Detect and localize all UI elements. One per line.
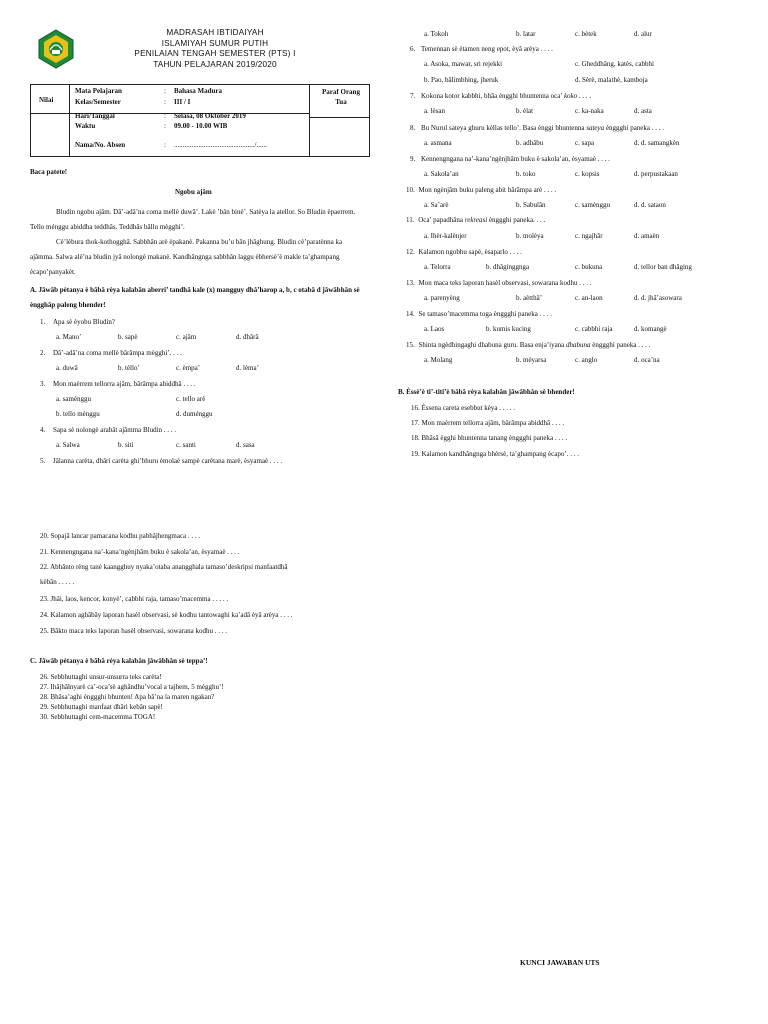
reading-intro: Baca patete!: [30, 168, 68, 176]
field-label-mapel: Mata Pelajaran: [75, 87, 122, 95]
question-30: 30. Sebbhuttaghi cem-macemma TOGA!: [40, 713, 156, 721]
header-line-2: ISLAMIYAH SUMUR PUTIH: [161, 38, 269, 48]
option-9b[interactable]: b. toko: [516, 170, 536, 178]
option-7d[interactable]: d. asta: [634, 107, 652, 115]
option-2c[interactable]: c. èmpa’: [176, 364, 201, 372]
question-17: 17. Mon maèrrem tellorra ajâm, bârâmpa abiddhâ . . . .: [411, 419, 565, 427]
option-6b[interactable]: b. Pao, bâlimbhing, jheruk: [424, 76, 499, 84]
option-8d[interactable]: d. d. samangkèn: [634, 139, 680, 147]
option-6d[interactable]: d. Sèrè, malathè, kamboja: [575, 76, 648, 84]
option-1c[interactable]: c. ajâm: [176, 333, 197, 341]
option-9a[interactable]: a. Sakola’an: [424, 170, 459, 178]
question-1: 1. Apa sè èyobu Bludin?: [40, 318, 116, 326]
option-13c[interactable]: c. an-laon: [575, 294, 603, 302]
question-11: 11. Oca’ papadhâna rekreasi ènggghi paneka. . . .: [406, 216, 546, 224]
question-23: 23. Jhâi, laos, kencor, konyè’, cabbhi raja, tamaso’macemma . . . . .: [40, 595, 229, 603]
question-10: 10. Mon ngènjâm buku paleng abit bârâmpa arè . . . .: [406, 186, 557, 194]
option-4c[interactable]: c. santi: [176, 441, 196, 449]
option-6c[interactable]: c. Gheddhâng, katès, cabbhi: [575, 60, 654, 68]
question-9: 9. Kennengngana na’-kana’ngènjhâm buku è sakola’an, èsyamaè . . . .: [410, 155, 610, 163]
question-3: 3. Mon maèrrem tellorra ajâm, bârâmpa abiddhâ . . . .: [40, 380, 196, 388]
field-value-hari: Selasa, 08 Oktober 2019: [174, 112, 246, 120]
question-2: 2. Dâ’-adâ’na coma mellè bârâmpa mègghi’. . . .: [40, 349, 182, 357]
question-4: 4. Sapa sè nolongè arabât ajâmma Bludin . . . .: [40, 426, 177, 434]
option-2a[interactable]: a. duwâ: [56, 364, 78, 372]
field-label-kelas: Kelas/Semester: [75, 98, 121, 106]
school-header: [85, 28, 345, 70]
option-5c[interactable]: c. bètek: [575, 30, 597, 38]
question-7: 7. Kokona kotor kabbhi, bhâa èngghi bhuntenna oca’ koko . . . .: [410, 92, 592, 100]
option-11a[interactable]: a. Ihèr-kalènjer: [424, 232, 467, 240]
option-1a[interactable]: a. Mano’: [56, 333, 82, 341]
option-4b[interactable]: b. siti: [118, 441, 134, 449]
info-table: Nilai Paraf Orang Tua Mata Pelajaran : Bahasa Madura Kelas/Semester : III / I Hari/Tanggal : Selasa, 08 Oktober 2019 Waktu : 09.00 - 10.00 WIB Nama/No. Absen : ............................................../......: [30, 84, 370, 157]
question-27: 27. Ihâjhâlnyarè ca’-oca’sè aghândhu’vocal a tajhem, 5 mègghu’!: [40, 683, 224, 691]
option-13d[interactable]: d. d. jhâ’asowara: [634, 294, 682, 302]
nilai-label: Nilai: [39, 96, 54, 104]
question-8: 8. Bu Nurul sateya ghuru kèllas tello’. Basa ènggi bhuntenna sateya ènggghi paneka . . . .: [410, 124, 665, 132]
option-14c[interactable]: c. cabbhi raja: [575, 325, 613, 333]
reading-paragraph-2: Cè’lèbura thok-kothogghâ. Sabbhân arè èpakanè. Pakanna bu’u bân jhâghung. Bludin cè’paratènna ka ajâmma. Salwa alè’na bludin jyâ nolongè makanè. Kandhângnga sabbhân laggu èbhersè’è makle ta’ghampang ècapo’panyakèt.: [30, 238, 343, 276]
option-3b[interactable]: b. tello ménggu: [56, 410, 100, 418]
option-12b[interactable]: b. dhâginggnga: [486, 263, 530, 271]
question-20: 20. Sopajâ lancar pamacana kodhu pabhâjhengmaca . . . .: [40, 532, 201, 540]
option-11c[interactable]: c. ngajhâr: [575, 232, 603, 240]
section-c-instruction: C. Jâwâb pètanya è bâbâ rèya kalabân jâwâbhân sè teppa’!: [30, 657, 208, 665]
field-label-nama: Nama/No. Absen: [75, 141, 126, 149]
question-24: 24. Kalamon aghâbây laporan hasèl observasi, sè kodhu tantowaghi ka’adâ èyâ arèya . . . .: [40, 611, 293, 619]
question-26: 26. Sebbhuttaghi unsur-unsurra teks carèta!: [40, 673, 162, 681]
question-12: 12. Kalamon ngobhu sapè, èsaparlo . . . .: [406, 248, 522, 256]
reading-title: Ngobu ajâm: [175, 188, 212, 196]
question-19: 19. Kalamon kandhângnga bhèrsè, ta’ghampang ècapo’. . . .: [411, 450, 579, 458]
option-8a[interactable]: a. asmana: [424, 139, 452, 147]
option-5b[interactable]: b. latar: [516, 30, 536, 38]
option-15a[interactable]: a. Molang: [424, 356, 453, 364]
header-line-1: MADRASAH IBTIDAIYAH: [166, 28, 264, 37]
question-15: 15. Shinta ngèdhingaghi dhabuna guru. Basa enja’iyana dhabuna ènggghi paneka . . . .: [406, 341, 651, 349]
question-14: 14. Se tamaso’macemma toga ènggghi paneka . . . .: [406, 310, 552, 318]
option-2d[interactable]: d. lèma’: [236, 364, 259, 372]
option-11d[interactable]: d. amaèn: [634, 232, 660, 240]
answer-key-title: KUNCI JAWABAN UTS: [520, 958, 600, 967]
option-9c[interactable]: c. kopsis: [575, 170, 600, 178]
field-value-kelas: III / I: [174, 98, 191, 106]
field-value-waktu: 09.00 - 10.00 WIB: [174, 122, 228, 130]
option-8c[interactable]: c. sapa: [575, 139, 595, 147]
option-1d[interactable]: d. dhârâ: [236, 333, 259, 341]
option-14a[interactable]: a. Laos: [424, 325, 445, 333]
field-label-waktu: Waktu: [75, 122, 96, 130]
option-7a[interactable]: a. lèsan: [424, 107, 445, 115]
question-29: 29. Sebbhuttaghi manfaat dhâri kebân sapè!: [40, 703, 163, 711]
header-line-3: PENILAIAN TENGAH SEMESTER (PTS) I: [134, 49, 296, 58]
name-input-line[interactable]: ............................................../......: [174, 141, 267, 149]
option-5d[interactable]: d. alur: [634, 30, 652, 38]
option-10c[interactable]: c. samènggu: [575, 201, 610, 209]
option-11b[interactable]: b. molèya: [516, 232, 544, 240]
option-4d[interactable]: d. sasa: [236, 441, 255, 449]
option-8b[interactable]: b. adhâbu: [516, 139, 544, 147]
question-13: 13. Mon maca teks laporan hasèl observasi, sowarana kodhu . . . .: [406, 279, 592, 287]
section-b-instruction: B. Èssè’è ti’-titi’è bâbâ rèya kalabân jâwâbhân sè bhender!: [398, 388, 575, 396]
option-3d[interactable]: d. duménggu: [176, 410, 213, 418]
option-10d[interactable]: d. d. sataon: [634, 201, 666, 209]
section-a-instruction: A. Jâwâb pètanya è bâbâ rèya kalabân aberri’ tandhâ kale (x) mangguy dhâ’harop a, b, c otabâ d jâwâbhân sè èngghâp paleng bhender!: [30, 286, 360, 309]
option-15c[interactable]: c. anglo: [575, 356, 598, 364]
option-9d[interactable]: d. perpustakaan: [634, 170, 678, 178]
reading-paragraph-1: Bludin ngobu ajâm. Dâ’-adâ’na coma mellè duwâ’. Lakè ’bân binè’. Satèya la atellor. So Bludin èpaerrem. Tello ménggu abiddha teddhâs. Teddhâs bâllu mègghi’.: [30, 208, 356, 231]
question-25: 25. Bâkto maca teks laporan hasèl observasi, sowarana kodhu . . . .: [40, 627, 228, 635]
paraf-label: Paraf Orang Tua: [322, 88, 360, 106]
option-6a[interactable]: a. Asoka, mawar, sri rejekki: [424, 60, 503, 68]
option-14d[interactable]: d. komangè: [634, 325, 667, 333]
field-label-hari: Hari/Tanggal: [75, 112, 115, 120]
question-16: 16. Èssena careta esebbut kèya . . . . .: [411, 404, 515, 412]
question-18: 18. Bhâsâ ègghi bhuntenna tanang ènggghi paneka . . . .: [411, 434, 568, 442]
option-12d[interactable]: d. tellor ban dhâging: [634, 263, 692, 271]
option-7c[interactable]: c. ka-naka: [575, 107, 604, 115]
option-10a[interactable]: a. Sa’arè: [424, 201, 449, 209]
option-13a[interactable]: a. parenyèng: [424, 294, 460, 302]
option-12c[interactable]: c. bukuna: [575, 263, 603, 271]
school-logo: [36, 28, 76, 70]
option-5a[interactable]: a. Tokoh: [424, 30, 449, 38]
question-5: 5. Jâlanna carèta, dhâri carèta ghi’bhuru èmolaè sampè carètana marè, èsyamaè . . . .: [40, 457, 283, 465]
question-6: 6. Temennan sè ètamen neng epot, èyâ arèya . . . .: [410, 45, 553, 53]
option-3a[interactable]: a. saménggu: [56, 395, 91, 403]
option-14b[interactable]: b. kumis kucing: [486, 325, 531, 333]
option-7b[interactable]: b. èlat: [516, 107, 534, 115]
option-15d[interactable]: d. oca’na: [634, 356, 660, 364]
option-2b[interactable]: b. tèllo’: [118, 364, 140, 372]
option-15b[interactable]: b. mèyarsa: [516, 356, 547, 364]
option-1b[interactable]: b. sapè: [118, 333, 138, 341]
question-21: 21. Kennengngana na’-kana’ngènjhâm buku è sakola’an, èsyamaè . . . .: [40, 548, 240, 556]
option-13b[interactable]: b. aètthâ’: [516, 294, 543, 302]
question-22: 22. Abhânto rèng tanè kaangghuy nyaka’otaba anangghala tamaso’deskripsi manfaatdhâ: [40, 563, 288, 571]
field-value-mapel: Bahasa Madura: [174, 87, 223, 95]
option-4a[interactable]: a. Salwa: [56, 441, 80, 449]
question-22-cont: kèbân . . . . .: [40, 578, 75, 586]
header-line-4: TAHUN PELAJARAN 2019/2020: [153, 59, 277, 69]
question-28: 28. Bhâsa’aghi ènggghi bhunten! Apa bâ’na la maren ngakan?: [40, 693, 215, 701]
option-3c[interactable]: c. tello arè: [176, 395, 206, 403]
option-10b[interactable]: b. Sabulân: [516, 201, 546, 209]
nilai-cell: [31, 85, 70, 156]
option-12a[interactable]: a. Telorra: [424, 263, 451, 271]
